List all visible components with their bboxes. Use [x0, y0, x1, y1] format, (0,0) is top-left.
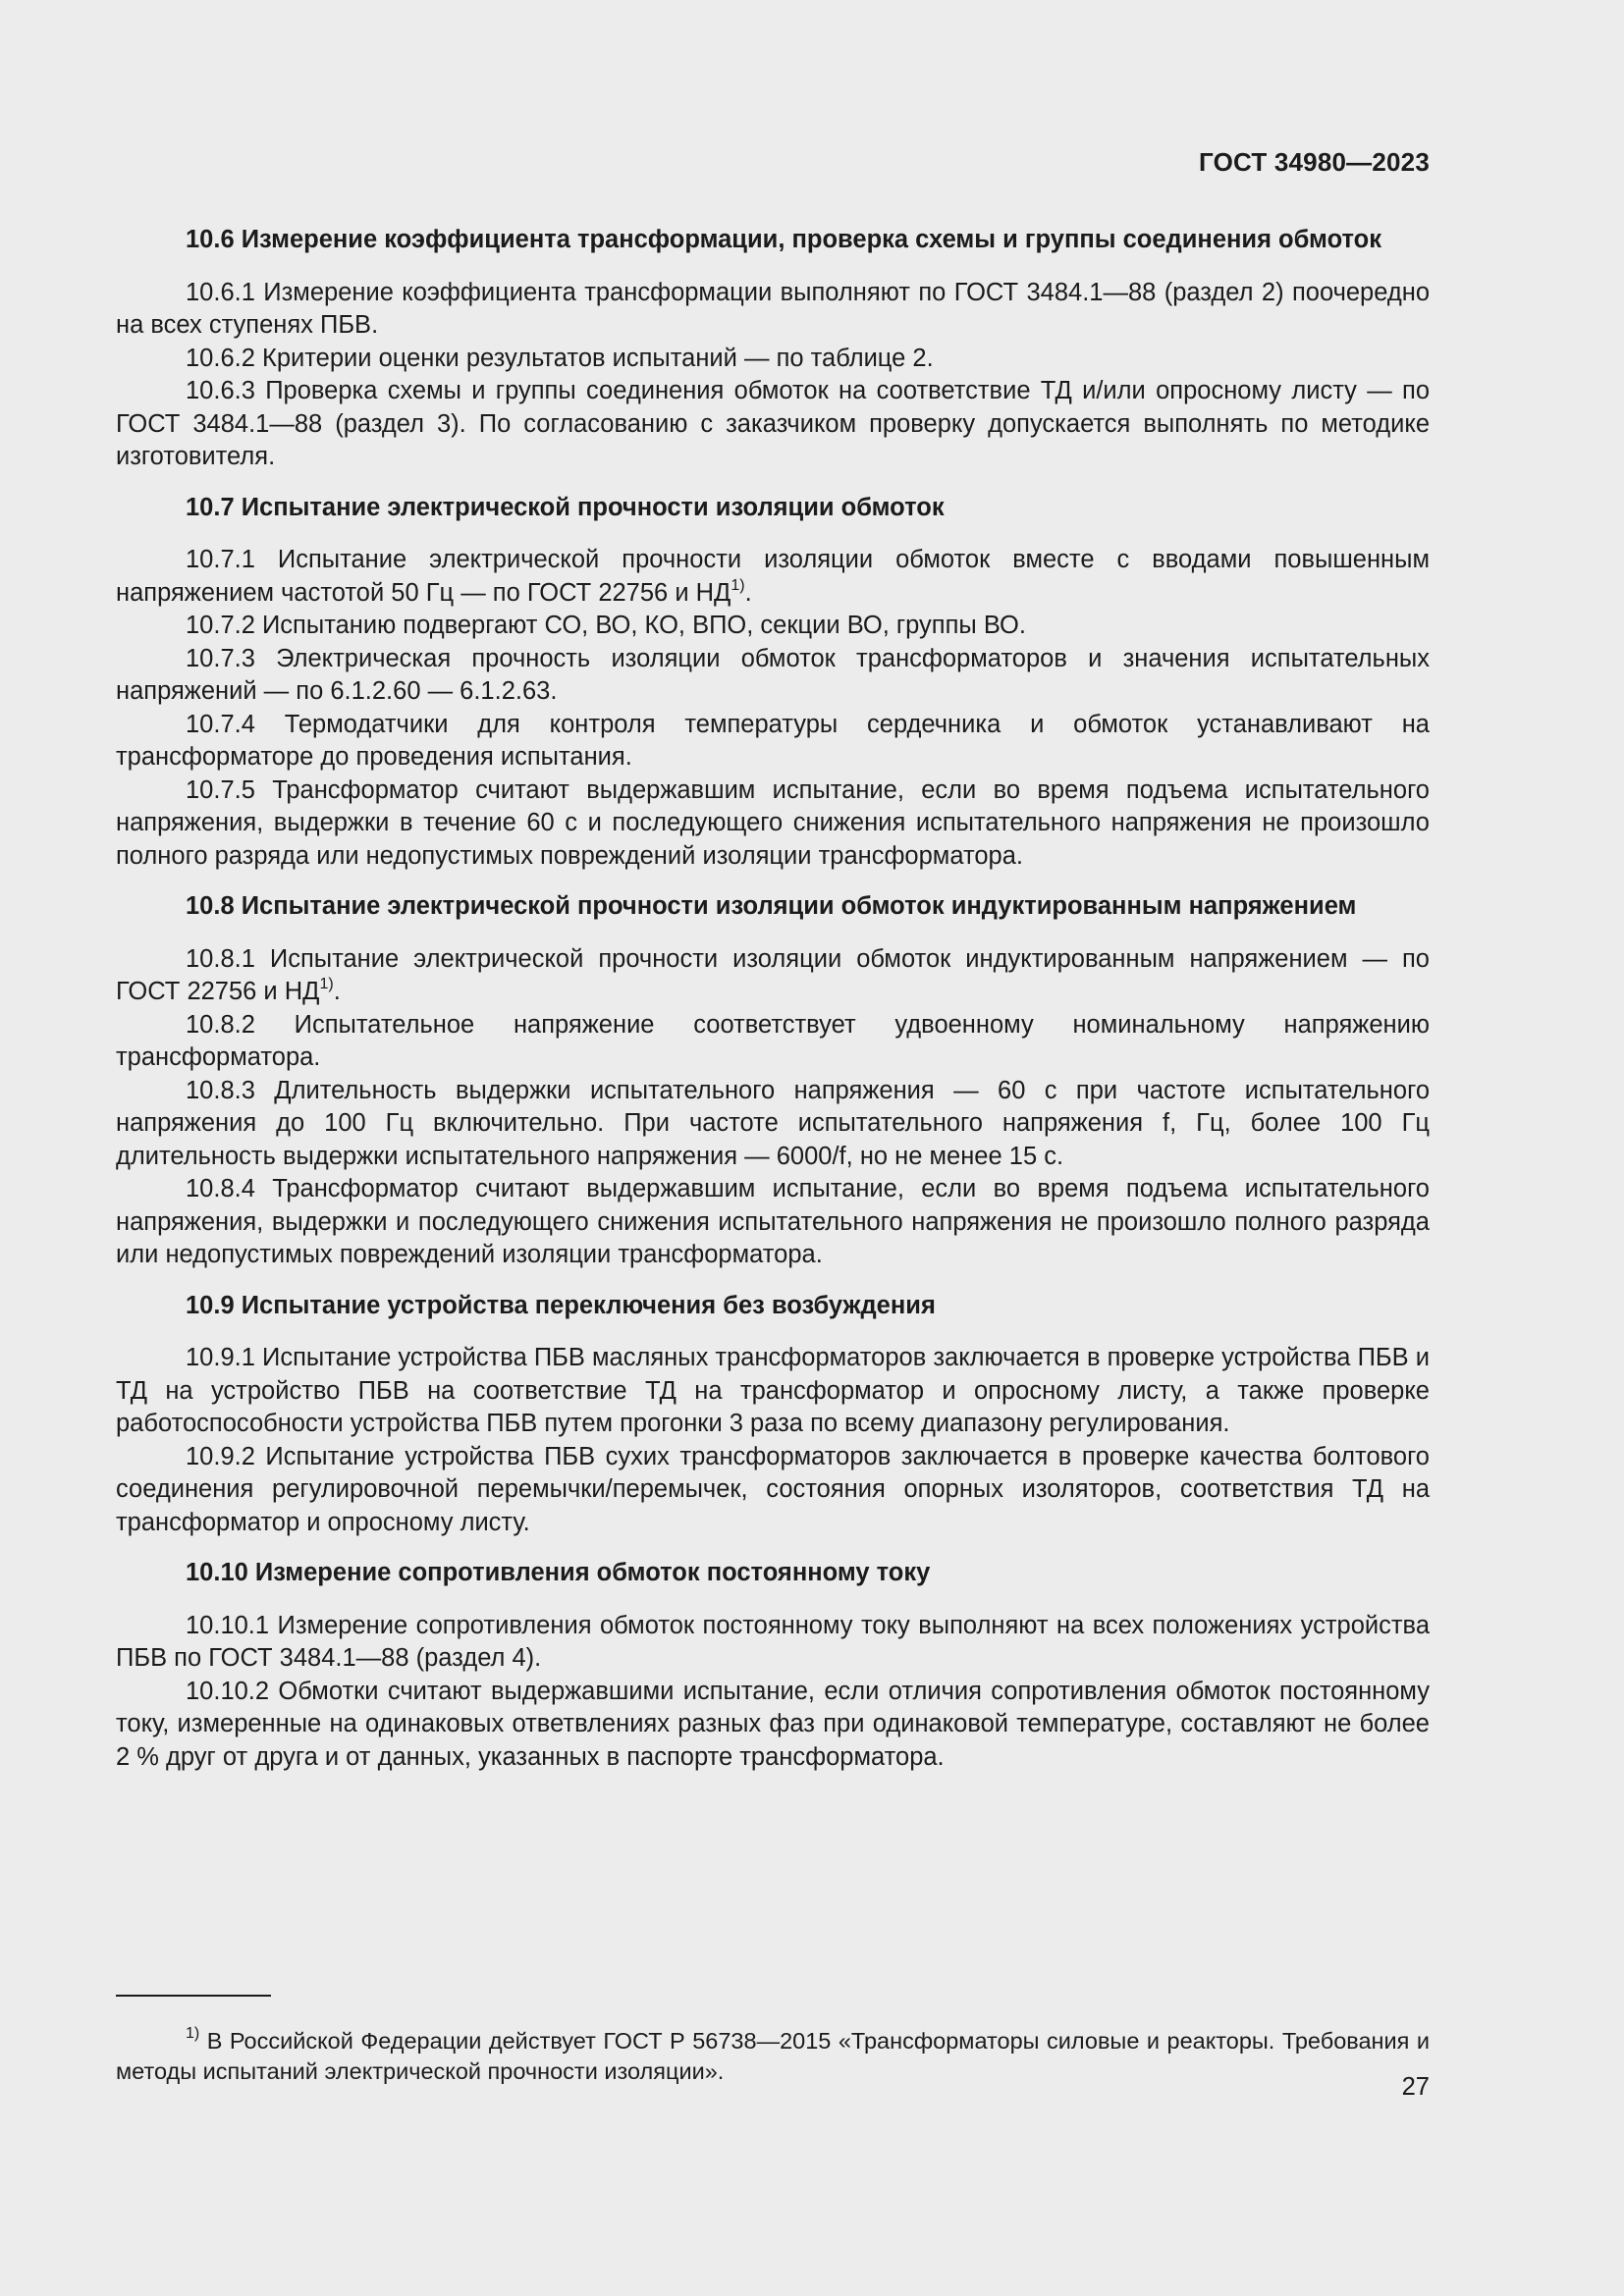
paragraph-10-7-3: 10.7.3 Электрическая прочность изоляции обмоток трансформаторов и значения испытательных напряжений — по 6.1.2.60 — 6.1.2.63. [116, 644, 1430, 705]
paragraph-10-8-4: 10.8.4 Трансформатор считают выдержавшим испытание, если во время подъема испытательного напряжения, выдержки и последующего снижения испытательного напряжения не произошло полного разряда или недопустимых повреждений изоляции трансформатора. [116, 1175, 1430, 1268]
paragraph-10-10-2: 10.10.2 Обмотки считают выдержавшими испытание, если отличия сопротивления обмоток постоянному току, измеренные на одинаковых ответвлениях разных фаз при одинаковой температуре, составляют не более 2 % друг от друга и от данных, указанных в паспорте трансформатора. [116, 1677, 1430, 1771]
section-heading-10-6: 10.6 Измерение коэффициента трансформации, проверка схемы и группы соединения обмоток [186, 226, 1381, 253]
paragraph-10-7-1 [116, 544, 1430, 610]
paragraph-10-7-5: 10.7.5 Трансформатор считают выдержавшим испытание, если во время подъема испытательного напряжения, выдержки в течение 60 с и последующего снижения испытательного напряжения не произошло полного разряда или недопустимых повреждений изоляции трансформатора. [116, 775, 1430, 870]
paragraph-10-9-1: 10.9.1 Испытание устройства ПБВ масляных трансформаторов заключается в проверке устройства ПБВ и ТД на устройство ПБВ на соответствие ТД на трансформатор и опросному листу, а также проверке работоспособности устройства ПБВ путем прогонки 3 раза по всему диапазону регулирования. [116, 1344, 1430, 1437]
main-content [116, 224, 1430, 1774]
paragraph-10-8-2: 10.8.2 Испытательное напряжение соответствует удвоенному номинальному напряжению трансформатора. [116, 1010, 1430, 1071]
paragraph-10-8-1-text: 10.8.1 Испытание электрической прочности изоляции обмоток индуктированным напряжением — по ГОСТ 22756 и НД [116, 944, 1430, 1005]
paragraph-10-7-4: 10.7.4 Термодатчики для контроля температуры сердечника и обмоток устанавливают на трансформаторе до проведения испытания. [116, 710, 1430, 771]
section-heading-10-8: 10.8 Испытание электрической прочности изоляции обмоток индуктированным напряжением [186, 892, 1357, 920]
footnote-marker: 1) [186, 2024, 200, 2042]
page-number: 27 [1401, 2073, 1430, 2101]
paragraph-10-9-2: 10.9.2 Испытание устройства ПБВ сухих трансформаторов заключается в проверке качества болтового соединения регулировочной перемычки/перемычек, состояния опорных изоляторов, соответствия ТД на трансформатор и опросному листу. [116, 1442, 1430, 1536]
paragraph-10-8-3: 10.8.3 Длительность выдержки испытательного напряжения — 60 с при частоте испытательного напряжения до 100 Гц включительно. При частоте испытательного напряжения f, Гц, более 100 Гц длительность выдержки испытательного напряжения — 6000/f, но не менее 15 с. [116, 1076, 1430, 1170]
paragraph-10-10-1: 10.10.1 Измерение сопротивления обмоток постоянному току выполняют на всех положениях устройства ПБВ по ГОСТ 3484.1—88 (раздел 4). [116, 1611, 1430, 1672]
paragraph-10-8-1 [116, 943, 1430, 1009]
footnote-divider [116, 1995, 271, 1997]
paragraph-10-7-1-text: 10.7.1 Испытание электрической прочности изоляции обмоток вместе с вводами повышенным напряжением частотой 50 Гц — по ГОСТ 22756 и НД [116, 546, 1430, 607]
section-heading-10-9: 10.9 Испытание устройства переключения без возбуждения [186, 1291, 936, 1319]
section-heading-10-10: 10.10 Измерение сопротивления обмоток постоянному току [186, 1559, 931, 1586]
document-code: ГОСТ 34980—2023 [1199, 147, 1430, 177]
section-heading-10-7: 10.7 Испытание электрической прочности изоляции обмоток [186, 493, 945, 521]
paragraph-10-8-1-end: . [333, 978, 341, 1005]
footnote [116, 2026, 1430, 2087]
footnote-text: В Российской Федерации действует ГОСТ Р 56738—2015 «Трансформаторы силовые и реакторы. Требования и методы испытаний электрической прочности изоляции». [116, 2027, 1431, 2084]
footnote-ref: 1) [319, 976, 334, 992]
paragraph-10-7-2: 10.7.2 Испытанию подвергают СО, ВО, КО, ВПО, секции ВО, группы ВО. [186, 612, 1026, 639]
paragraph-10-6-3: 10.6.3 Проверка схемы и группы соединения обмоток на соответствие ТД и/или опросному листу — по ГОСТ 3484.1—88 (раздел 3). По согласованию с заказчиком проверку допускается выполнять по методике изготовителя. [116, 377, 1430, 470]
paragraph-10-6-1: 10.6.1 Измерение коэффициента трансформации выполняют по ГОСТ 3484.1—88 (раздел 2) поочередно на всех ступенях ПБВ. [116, 278, 1430, 339]
paragraph-10-7-1-end: . [744, 578, 752, 607]
footnote-ref: 1) [731, 576, 745, 594]
paragraph-10-6-2: 10.6.2 Критерии оценки результатов испытаний — по таблице 2. [186, 344, 934, 372]
